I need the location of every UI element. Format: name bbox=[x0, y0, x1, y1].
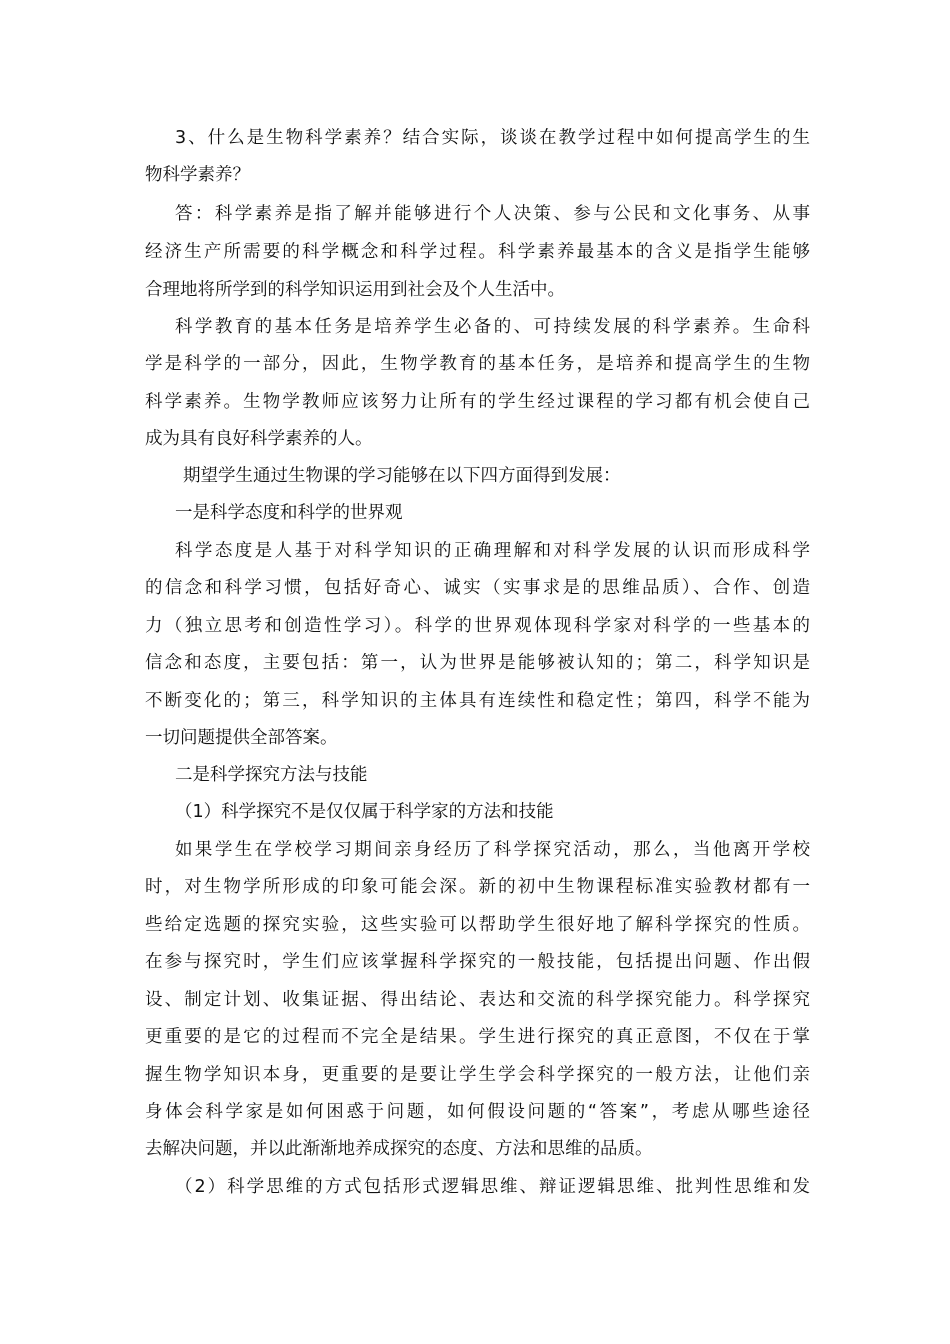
paragraph-4-line-4: 在参与探究时，学生们应该掌握科学探究的一般技能，包括提出问题、作出假 bbox=[145, 952, 810, 972]
paragraph-2-line-2: 学是科学的一部分，因此，生物学教育的基本任务，是培养和提高学生的生物 bbox=[145, 354, 810, 374]
paragraph-4-line-9: 去解决问题，并以此渐渐地养成探究的态度、方法和思维的品质。 bbox=[145, 1139, 653, 1159]
paragraph-3-line-1: 科学态度是人基于对科学知识的正确理解和对科学发展的认识而形成科学 bbox=[175, 541, 810, 561]
paragraph-4-line-1: 如果学生在学校学习期间亲身经历了科学探究活动，那么，当他离开学校 bbox=[175, 840, 810, 860]
subheading-2: （2）科学思维的方式包括形式逻辑思维、辩证逻辑思维、批判性思维和发 bbox=[175, 1177, 810, 1197]
answer-line-3: 合理地将所学到的科学知识运用到社会及个人生活中。 bbox=[145, 280, 565, 300]
paragraph-3-line-4: 信念和态度，主要包括：第一，认为世界是能够被认知的；第二，科学知识是 bbox=[145, 653, 810, 673]
answer-line-2: 经济生产所需要的科学概念和科学过程。科学素养最基本的含义是指学生能够 bbox=[145, 242, 810, 262]
paragraph-4-line-5: 设、制定计划、收集证据、得出结论、表达和交流的科学探究能力。科学探究 bbox=[145, 990, 810, 1010]
paragraph-2-line-4: 成为具有良好科学素养的人。 bbox=[145, 429, 373, 449]
paragraph-4-line-7: 握生物学知识本身，更重要的是要让学生学会科学探究的一般方法，让他们亲 bbox=[145, 1065, 810, 1085]
paragraph-3-line-3: 力（独立思考和创造性学习）。科学的世界观体现科学家对科学的一些基本的 bbox=[145, 616, 810, 636]
development-intro: 期望学生通过生物课的学习能够在以下四方面得到发展： bbox=[183, 466, 621, 486]
paragraph-3-line-2: 的信念和科学习惯，包括好奇心、诚实（实事求是的思维品质）、合作、创造 bbox=[145, 578, 810, 598]
paragraph-2-line-3: 科学素养。生物学教师应该努力让所有的学生经过课程的学习都有机会使自己 bbox=[145, 392, 810, 412]
answer-line-1: 答：科学素养是指了解并能够进行个人决策、参与公民和文化事务、从事 bbox=[175, 204, 810, 224]
question-3-line-1: 3、什么是生物科学素养？结合实际，谈谈在教学过程中如何提高学生的生 bbox=[175, 128, 810, 148]
paragraph-4-line-2: 时，对生物学所形成的印象可能会深。新的初中生物课程标准实验教材都有一 bbox=[145, 877, 810, 897]
section-heading-1: 一是科学态度和科学的世界观 bbox=[175, 503, 403, 523]
section-heading-2: 二是科学探究方法与技能 bbox=[175, 765, 368, 785]
paragraph-3-line-6: 一切问题提供全部答案。 bbox=[145, 728, 338, 748]
paragraph-4-line-3: 些给定选题的探究实验，这些实验可以帮助学生很好地了解科学探究的性质。 bbox=[145, 915, 810, 935]
question-3-line-2: 物科学素养？ bbox=[145, 165, 250, 185]
paragraph-4-line-8: 身体会科学家是如何困惑于问题，如何假设问题的“答案”，考虑从哪些途径 bbox=[145, 1102, 810, 1122]
subheading-1: （1）科学探究不是仅仅属于科学家的方法和技能 bbox=[175, 802, 554, 822]
paragraph-4-line-6: 更重要的是它的过程而不完全是结果。学生进行探究的真正意图，不仅在于掌 bbox=[145, 1027, 810, 1047]
paragraph-3-line-5: 不断变化的；第三，科学知识的主体具有连续性和稳定性；第四，科学不能为 bbox=[145, 691, 810, 711]
paragraph-2-line-1: 科学教育的基本任务是培养学生必备的、可持续发展的科学素养。生命科 bbox=[175, 317, 810, 337]
